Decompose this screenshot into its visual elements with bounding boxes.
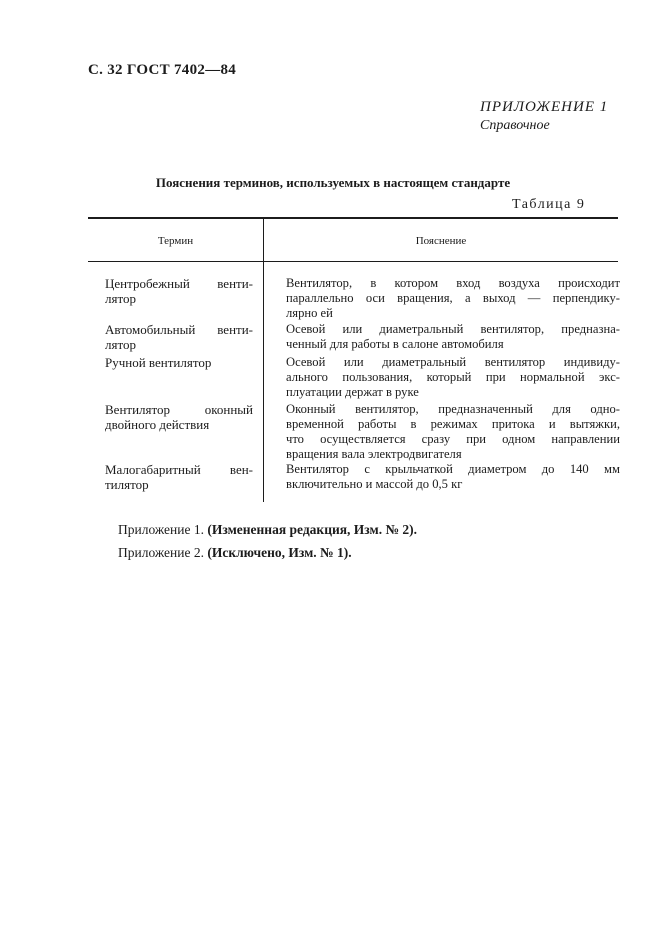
explanation-line: вращения вала электродвигателя xyxy=(286,447,462,461)
explanation-line: плуатации держат в руке xyxy=(286,385,419,399)
table-row-term xyxy=(105,355,253,370)
table-row-explanation xyxy=(286,355,620,400)
note-prefix: Приложение 1. xyxy=(118,522,204,537)
explanation-line: временной работы в режимах притока и вытяжки, xyxy=(286,417,620,431)
page-header: С. 32 ГОСТ 7402—84 xyxy=(88,62,237,78)
column-header-term: Термин xyxy=(157,235,194,247)
table-label: Таблица 9 xyxy=(512,197,586,212)
term-line-cont: лятор xyxy=(105,337,136,352)
explanation-line: ченный для работы в салоне автомобиля xyxy=(286,337,504,351)
column-header-explanation: Пояснение xyxy=(415,235,467,247)
table-row-term xyxy=(105,322,253,352)
table-row-term xyxy=(105,276,253,306)
term-line-cont: тилятор xyxy=(105,477,149,492)
table-top-rule xyxy=(88,217,618,219)
explanation-line: лярно ей xyxy=(286,306,333,320)
table-row-explanation xyxy=(286,322,620,352)
note-text: (Исключено, Изм. № 1). xyxy=(203,545,352,560)
explanation-line: ального пользования, который при нормальной экс- xyxy=(286,370,620,384)
table-column-divider xyxy=(263,218,264,502)
explanation-line: Оконный вентилятор, предназначенный для одно- xyxy=(286,402,620,416)
term-line: Центробежный венти- xyxy=(105,276,253,291)
explanation-line: Осевой или диаметральный вентилятор, предназна- xyxy=(286,322,620,336)
term-line: Вентилятор оконный xyxy=(105,402,253,417)
explanation-line: включительно и массой до 0,5 кг xyxy=(286,477,463,491)
explanation-line: Вентилятор, в котором вход воздуха происходит xyxy=(286,276,620,290)
document-title: Пояснения терминов, используемых в настоящем стандарте xyxy=(155,175,511,190)
table-header-rule xyxy=(88,261,618,262)
note-line xyxy=(118,522,417,538)
note-prefix: Приложение 2. xyxy=(118,545,204,560)
table-row-explanation xyxy=(286,276,620,321)
table-row-explanation xyxy=(286,402,620,462)
table-row-term xyxy=(105,402,253,432)
term-line: Малогабаритный вен- xyxy=(105,462,253,477)
table-row-explanation xyxy=(286,462,620,492)
term-line: Ручной вентилятор xyxy=(105,355,212,370)
explanation-line: Осевой или диаметральный вентилятор индивиду- xyxy=(286,355,620,369)
note-line xyxy=(118,545,352,561)
appendix-title: ПРИЛОЖЕНИЕ 1 xyxy=(480,99,609,115)
explanation-line: что осуществляется сразу при одном направлении xyxy=(286,432,620,446)
term-line-cont: двойного действия xyxy=(105,417,210,432)
note-text: (Измененная редакция, Изм. № 2). xyxy=(203,522,418,537)
term-line-cont: лятор xyxy=(105,291,136,306)
appendix-subtitle: Справочное xyxy=(480,118,550,133)
term-line: Автомобильный венти- xyxy=(105,322,253,337)
table-row-term xyxy=(105,462,253,492)
explanation-line: Вентилятор с крыльчаткой диаметром до 140 мм xyxy=(286,462,620,476)
explanation-line: параллельно оси вращения, а выход — перпендику- xyxy=(286,291,620,305)
